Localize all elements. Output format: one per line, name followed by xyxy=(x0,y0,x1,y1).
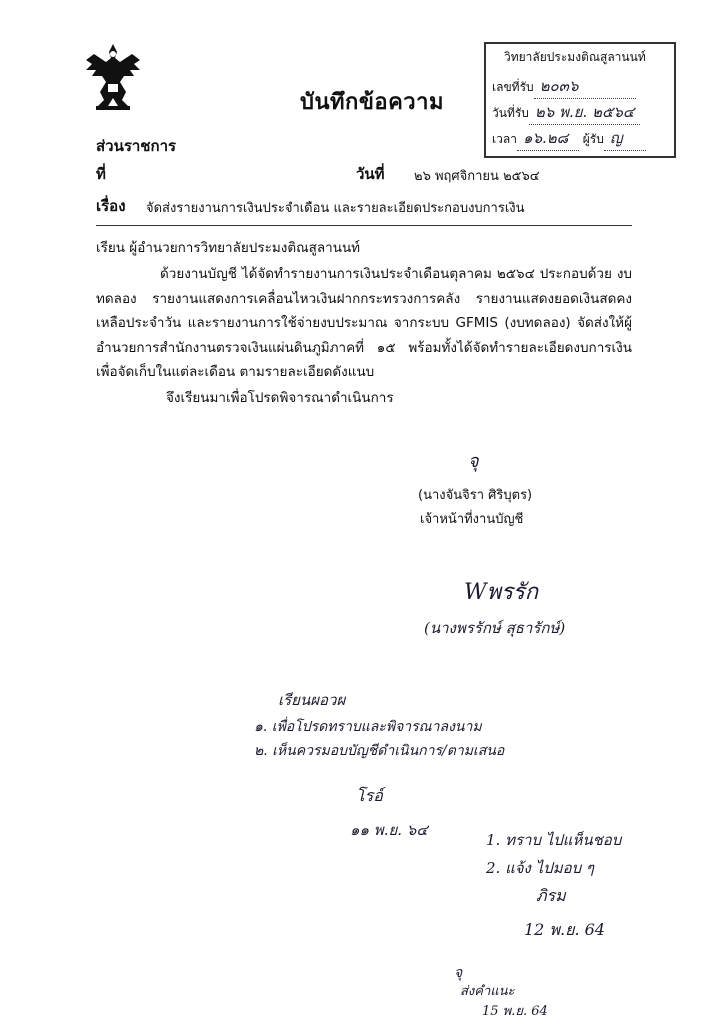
order-date: 12 พ.ย. 64 xyxy=(524,920,605,939)
ref-label: ที่ xyxy=(96,165,106,183)
date-value: ๒๖ พฤศจิกายน ๒๕๖๔ xyxy=(414,169,540,184)
bottom-date: 15 พ.ย. 64 xyxy=(482,1004,548,1019)
order-line-2: 2. แจ้ง ไปมอบ ๆ xyxy=(486,859,594,877)
stamp-receiver-value: ญ xyxy=(604,126,646,151)
note-item-2: ๒. เห็นควรมอบบัญชีดำเนินการ/ตามเสนอ xyxy=(254,743,505,759)
stamp-receipt-no-value: ๒๐๓๖ xyxy=(534,74,636,99)
subject-label: เรื่อง xyxy=(96,197,126,215)
bottom-note: ส่งคำแนะ xyxy=(460,984,515,999)
body-paragraph: ด้วยงานบัญชี ได้จัดทำรายงานการเงินประจำเดือนตุลาคม ๒๕๖๔ ประกอบด้วย งบทดลอง รายงานแสดงการเคลื่อนไหวเงินฝากกระทรวงการคลัง รายงานแสดงยอดเงินสดคงเหลือประจำวัน และรายงานการใช้จ่ายงบประมาณ จากระบบ GFMIS (งบทดลอง) จัดส่งให้ผู้อำนวยการสำนักงานตรวจเงินแผ่นดินภูมิภาคที่ ๑๕ พร้อมทั้งได้จัดทำรายละเอียดงบการเงิน เพื่อจัดเก็บในแต่ละเดือน ตามรายละเอียดดังแนบ xyxy=(96,266,632,380)
stamp-date-value: ๒๖ พ.ย. ๒๕๖๔ xyxy=(529,100,640,125)
approver-name: (นางพรรักษ์ สุธารักษ์) xyxy=(424,619,566,637)
approver-signature: Wพรรัก xyxy=(464,580,539,605)
stamp-receipt-no-label: เลขที่รับ xyxy=(492,80,534,94)
stamp-time-label: เวลา xyxy=(492,132,517,146)
salutation: เรียน ผู้อำนวยการวิทยาลัยประมงติณสูลานนท์ xyxy=(96,240,361,256)
agency-label: ส่วนราชการ xyxy=(96,137,177,155)
note-date: ๑๑ พ.ย. ๖๔ xyxy=(350,821,428,839)
stamp-date-label: วันที่รับ xyxy=(492,106,529,120)
signer-name: (นางจันจิรา ศิริบุตร) xyxy=(418,488,533,503)
subject-value: จัดส่งรายงานการเงินประจำเดือน และรายละเอียดประกอบงบการเงิน xyxy=(146,201,525,216)
closing-line: จึงเรียนมาเพื่อโปรดพิจารณาดำเนินการ xyxy=(166,390,394,406)
order-line-1: 1. ทราบ ไปแห็นชอบ xyxy=(486,831,622,849)
header-divider xyxy=(96,225,632,226)
stamp-time-value: ๑๖.๒๘ xyxy=(517,126,579,151)
note-heading: เรียนผอวผ xyxy=(278,691,346,709)
order-signature: ภิรม xyxy=(536,886,566,905)
stamp-time xyxy=(492,126,646,151)
document-title: บันทึกข้อความ xyxy=(300,90,445,115)
note-item-1: ๑. เพื่อโปรดทราบและพิจารณาลงนาม xyxy=(254,719,482,735)
stamp-date xyxy=(492,100,640,125)
stamp-receiver-label: ผู้รับ xyxy=(582,132,604,146)
signature-mark: จุ xyxy=(468,451,479,472)
stamp-title: วิทยาลัยประมงติณสูลานนท์ xyxy=(504,50,646,64)
note-initial: โรอ์ xyxy=(356,786,383,805)
signer-position: เจ้าหน้าที่งานบัญชี xyxy=(420,512,524,527)
bottom-mark: จุ xyxy=(454,965,463,981)
receipt-stamp xyxy=(484,42,676,158)
stamp-receipt-no xyxy=(492,74,636,99)
garuda-emblem-icon xyxy=(82,40,144,112)
date-label: วันที่ xyxy=(356,165,385,183)
